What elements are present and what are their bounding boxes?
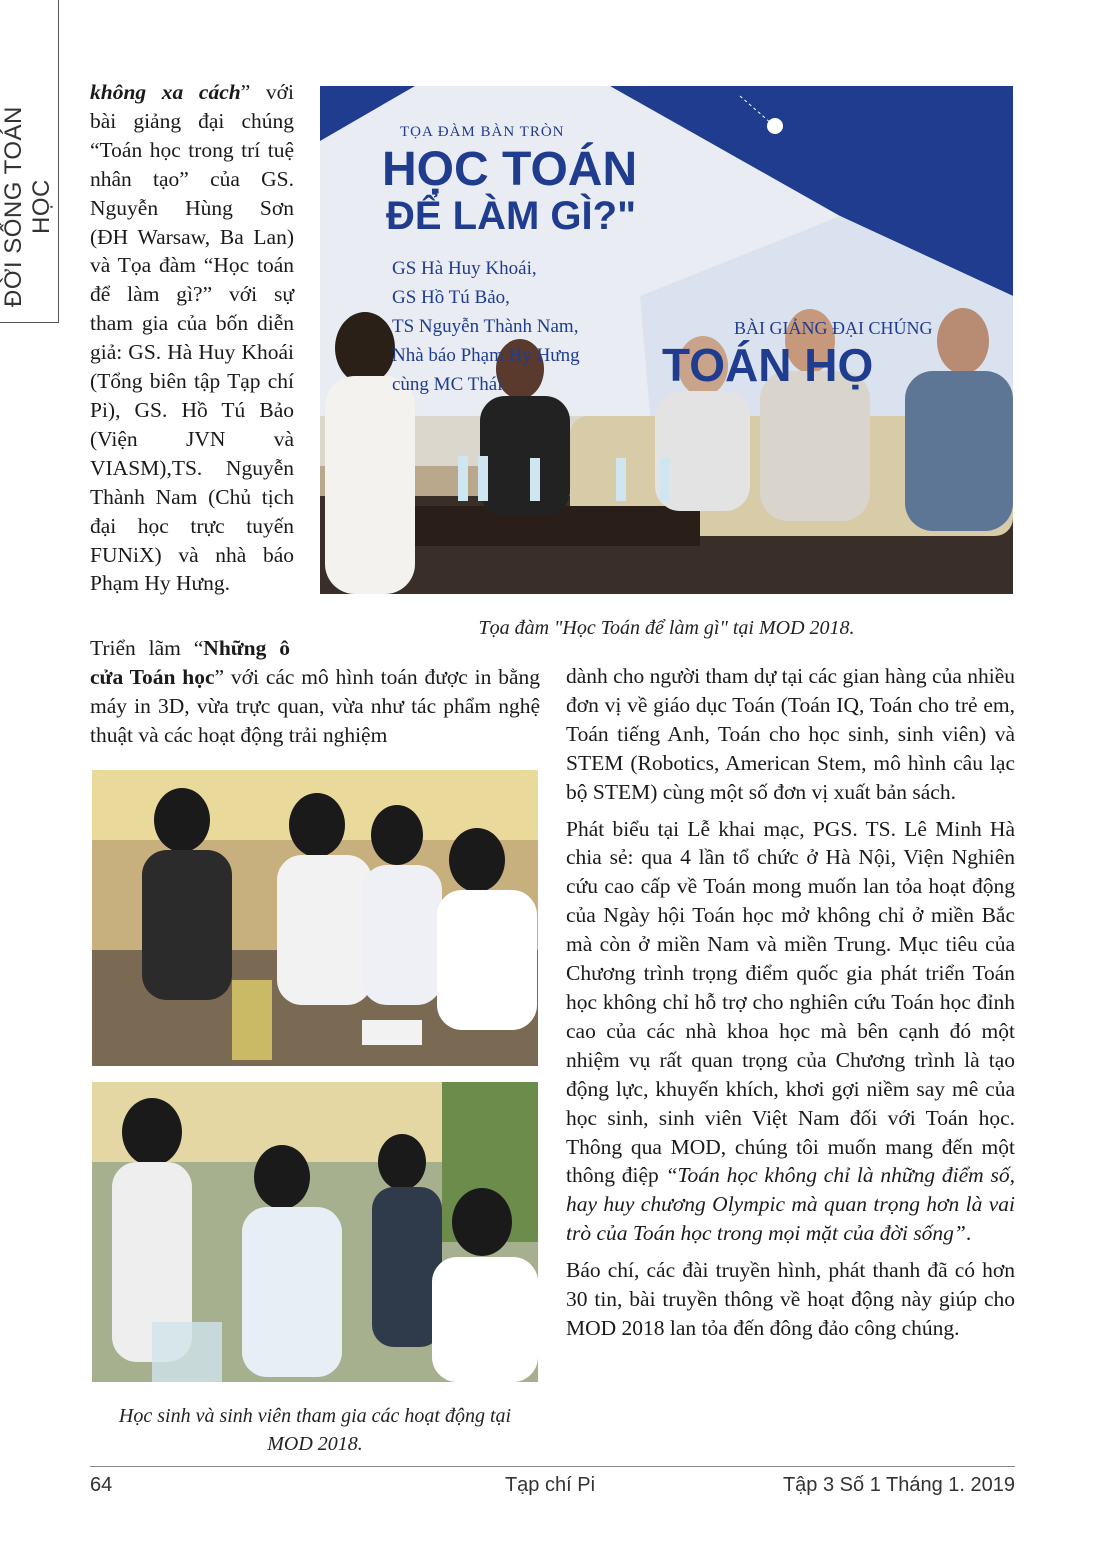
issue-info: Tập 3 Số 1 Tháng 1. 2019: [782, 1474, 1015, 1496]
banner2-big-title: TOÁN HỌ: [662, 339, 874, 391]
speaker-line: Nhà báo Phạm Hy Hưng: [392, 345, 580, 366]
intro-paragraph: [90, 78, 294, 598]
speaker-line: cùng MC Thái: [392, 374, 503, 395]
exhibition-bold-1: Những ô: [203, 636, 290, 660]
side-rule: [58, 0, 59, 322]
banner2-small-title: BÀI GIẢNG ĐẠI CHÚNG: [734, 318, 933, 338]
footer-rule: [90, 1466, 1015, 1467]
students-illustration-2: [92, 1082, 538, 1382]
banner-title-line-1: HỌC TOÁN: [382, 143, 638, 196]
speech-end: .: [965, 1221, 972, 1246]
media-paragraph: Báo chí, các đài truyền hình, phát thanh đã có hơn 30 tin, bài truyền thông về hoạt động này giúp cho MOD 2018 lan tỏa đến đông đảo công chúng.: [566, 1258, 1015, 1340]
exhibition-bold-2: cửa Toán học: [90, 664, 215, 689]
intro-text: ” với bài giảng đại chúng “Toán học trong trí tuệ nhân tạo” của GS. Nguyễn Hùng Sơn (ĐH Warsaw, Ba Lan) và Tọa đàm “Học toán để làm gì?” với sự tham gia của bốn diễn giả: GS. Hà Huy Khoái (Tổng biên tập Tạp chí Pi), GS. Hồ Tú Bảo (Viện JVN và VIASM),TS. Nguyễn Thành Nam (Chủ tịch đại học trực tuyến FUNiX) và nhà báo Phạm Hy Hưng.: [90, 80, 294, 596]
exhibition-start: Triển lãm “: [90, 636, 204, 660]
speaker-line: TS Nguyễn Thành Nam,: [392, 316, 579, 337]
right-column-text: [566, 662, 1015, 1343]
exhibition-paragraph: [90, 634, 540, 750]
speaker-line: GS Hà Huy Khoái,: [392, 258, 537, 279]
students-photo-1: [92, 770, 538, 1066]
round-table-caption: Tọa đàm "Học Toán để làm gì" tại MOD 2018.: [478, 617, 855, 639]
banner-title-line-2: ĐỂ LÀM GÌ?": [386, 194, 637, 238]
students-illustration-1: [92, 770, 538, 1066]
intro-bold-phrase: không xa cách: [90, 80, 241, 104]
exhibition-text: ” với các mô hình toán được in bằng máy in 3D, vừa trực quan, vừa như tác phẩm nghệ thuật và các hoạt động trải nghiệm: [90, 664, 540, 747]
banner-small-title: TỌA ĐÀM BÀN TRÒN: [400, 124, 565, 140]
students-photo-2: [92, 1082, 538, 1382]
students-caption: [92, 1402, 538, 1458]
students-caption-line-2: MOD 2018.: [267, 1433, 363, 1455]
speech-quote: “Toán học không chỉ là những điểm số, hay huy chương Olympic mà quan trọng hơn là vai trò của Toán học trong mọi mặt của đời sống”: [566, 1163, 1015, 1246]
students-caption-line-1: Học sinh và sinh viên tham gia các hoạt động tại: [118, 1405, 512, 1427]
journal-name: Tạp chí Pi: [504, 1474, 596, 1496]
exhibitors-paragraph: dành cho người tham dự tại các gian hàng của nhiều đơn vị về giáo dục Toán (Toán IQ, Toán cho trẻ em, Toán tiếng Anh, Toán cho học sinh, sinh viên) và STEM (Robotics, American Stem, mô hình câu lạc bộ STEM) cùng một số đơn vị xuất bản sách.: [566, 664, 1016, 804]
page-number: 64: [90, 1474, 113, 1496]
section-label: ĐỜI SỐNG TOÁN HỌC: [0, 106, 55, 308]
speech-text: Phát biểu tại Lễ khai mạc, PGS. TS. Lê Minh Hà chia sẻ: qua 4 lần tổ chức ở Hà Nội, Viện Nghiên cứu cao cấp về Toán mong muốn lan tỏa hoạt động của Ngày hội Toán học mở không chỉ ở miền Bắc mà còn ở miền Nam và miền Trung. Mục tiêu của Chương trình trọng điểm quốc gia phát triển Toán học không chỉ hỗ trợ cho nghiên cứu Toán học đỉnh cao của các nhà khoa học mà bên cạnh đó một nhiệm vụ rất quan trọng của Chương trình là tạo động lực, khuyến khích, khơi gợi niềm say mê của học sinh, sinh viên Việt Nam đối với Toán học. Thông qua MOD, chúng tôi muốn mang đến một thông điệp: [566, 816, 1015, 1188]
banner-speaker-list: [392, 254, 580, 399]
speech-paragraph: [566, 815, 1015, 1249]
round-table-photo: [320, 86, 1013, 594]
side-rule-bottom: [0, 322, 59, 323]
speaker-line: GS Hồ Tú Bảo,: [392, 287, 510, 308]
